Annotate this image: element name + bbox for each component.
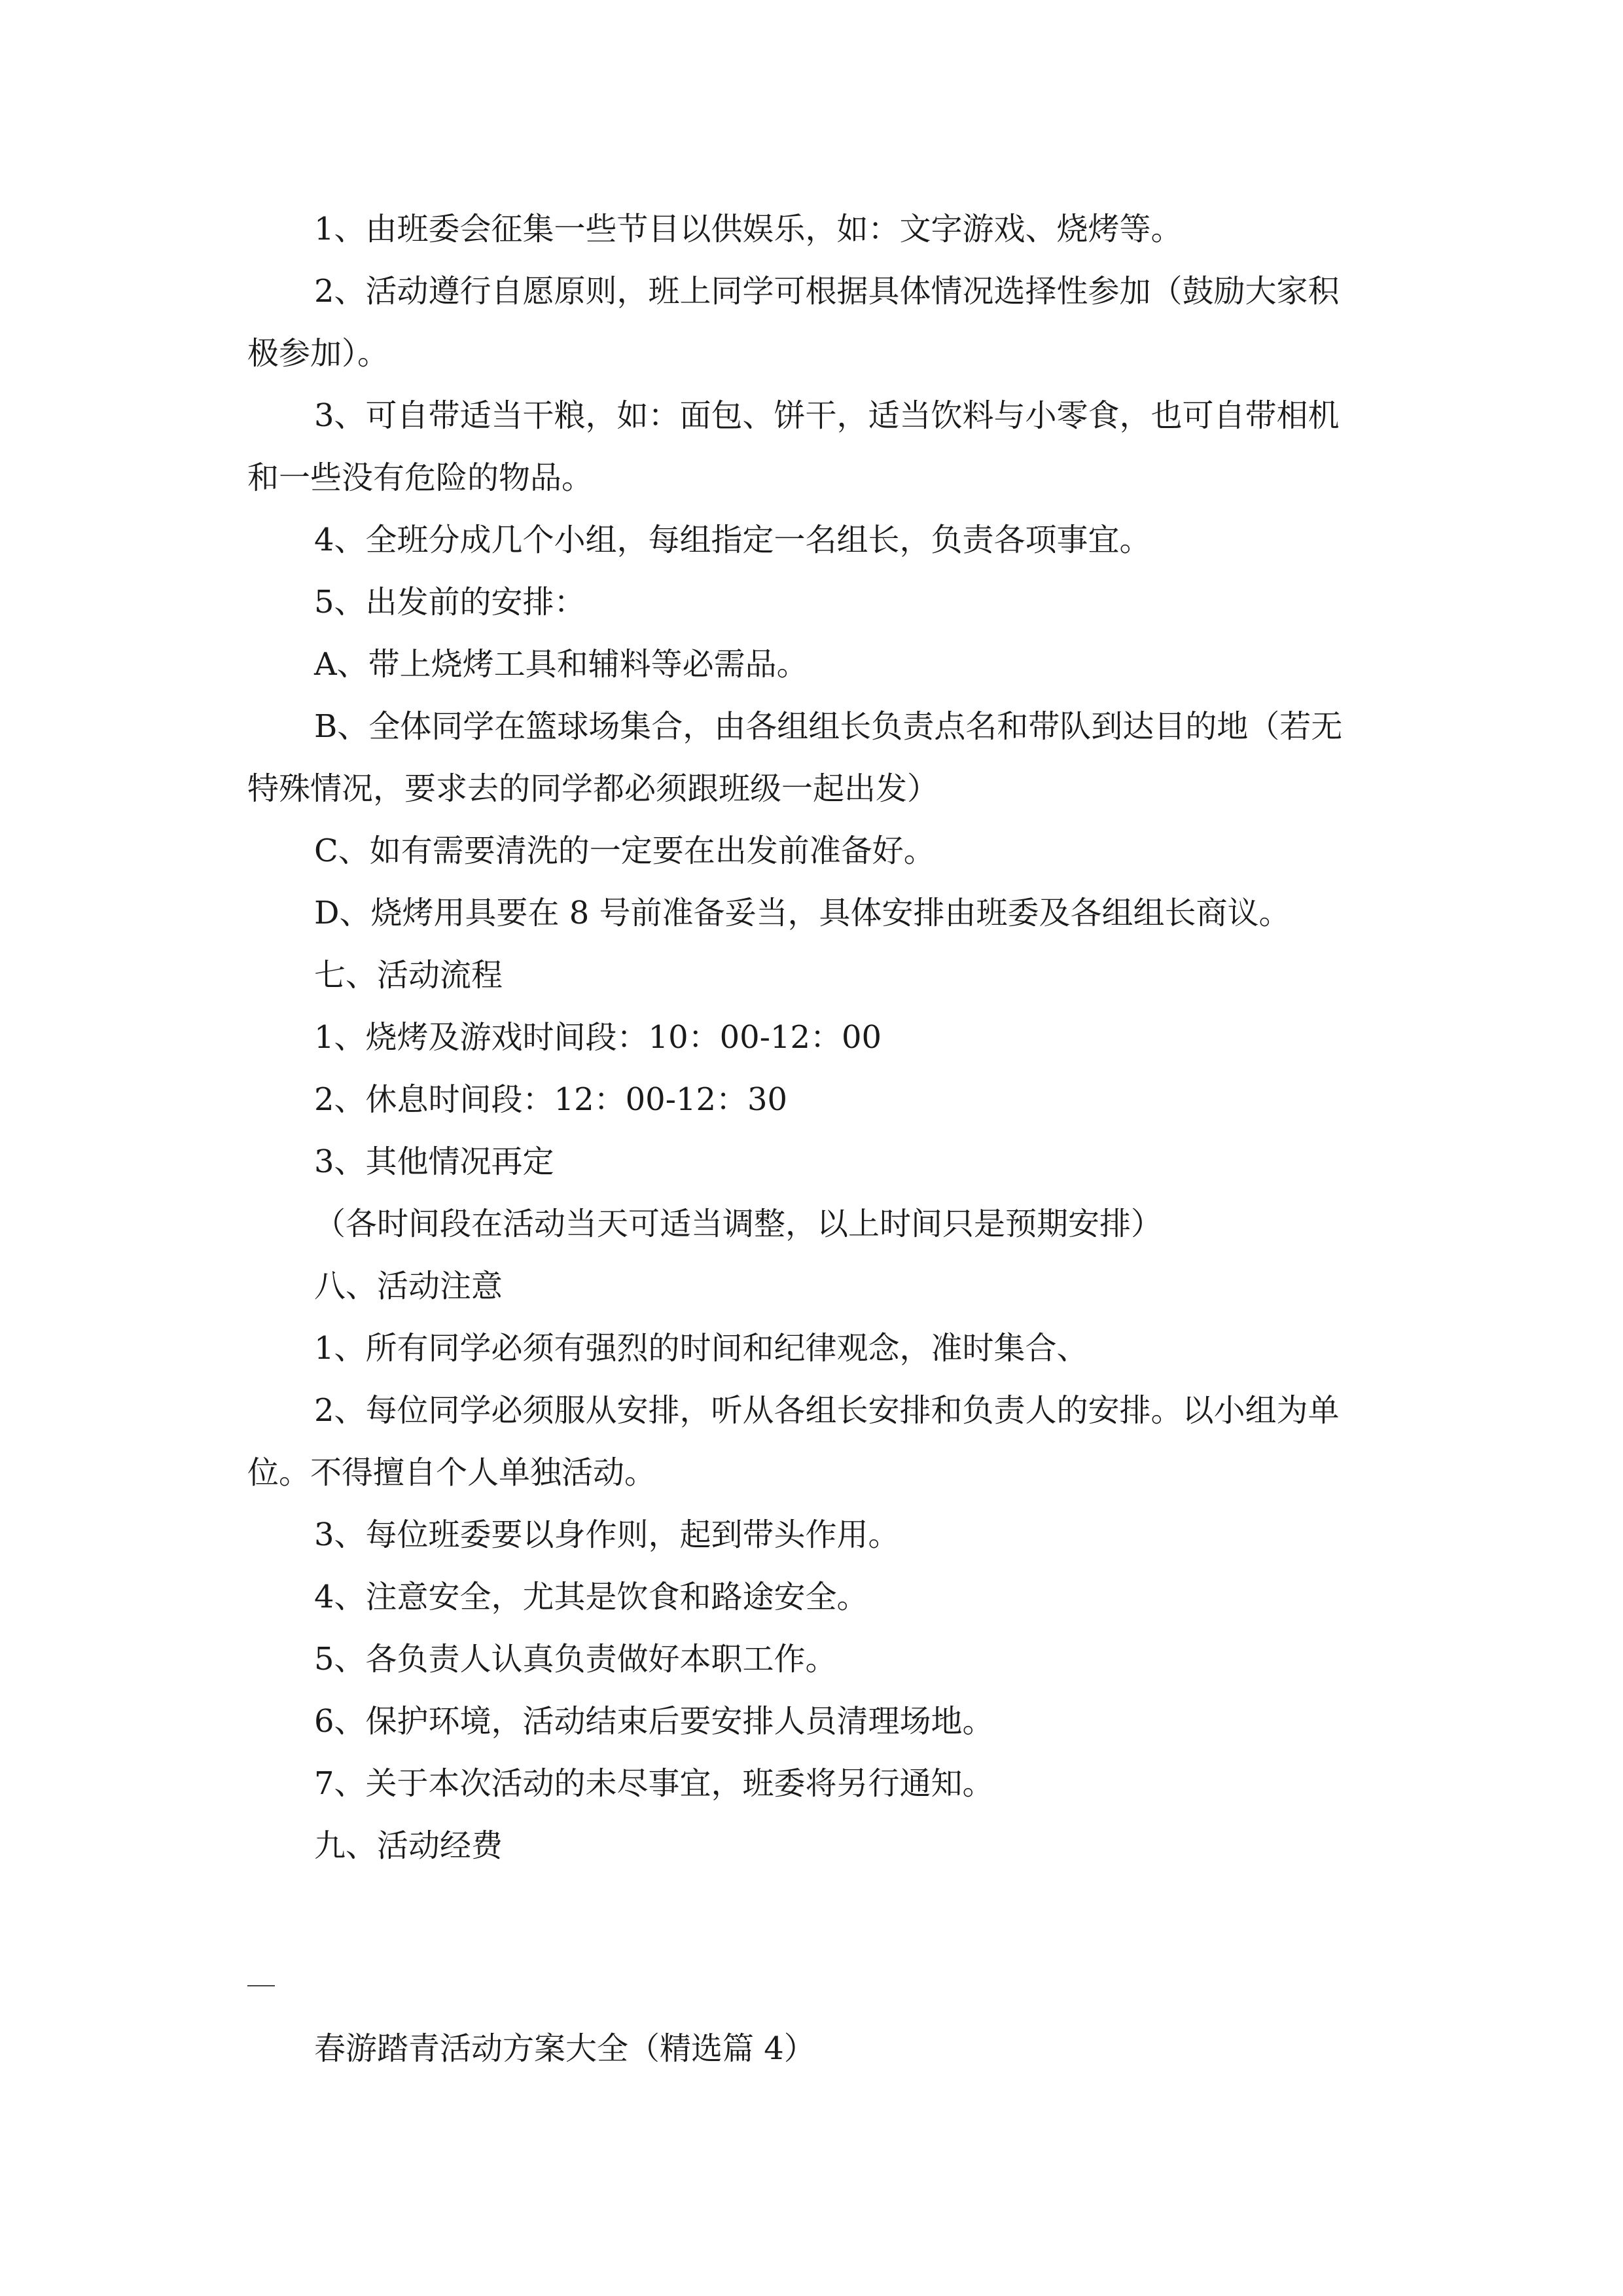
paragraph-line: 2、休息时间段：12：00-12：30: [314, 1081, 788, 1118]
paragraph-line: A、带上烧烤工具和辅料等必需品。: [314, 646, 808, 683]
paragraph-line: 5、各负责人认真负责做好本职工作。: [314, 1641, 837, 1677]
paragraph-line: 3、可自带适当干粮，如：面包、饼干，适当饮料与小零食，也可自带相机: [314, 397, 1340, 434]
separator-line: [247, 1985, 275, 1986]
paragraph-line: 3、每位班委要以身作则，起到带头作用。: [314, 1516, 900, 1553]
paragraph-line: 5、出发前的安排：: [314, 584, 586, 620]
paragraph-line: 位。不得擅自个人单独活动。: [247, 1454, 656, 1491]
paragraph-line: 和一些没有危险的物品。: [247, 459, 594, 496]
paragraph-line: D、烧烤用具要在 8 号前准备妥当，具体安排由班委及各组组长商议。: [314, 895, 1291, 931]
paragraph-line: 6、保护环境，活动结束后要安排人员清理场地。: [314, 1703, 994, 1740]
paragraph-line: 1、烧烤及游戏时间段：10：00-12：00: [314, 1019, 882, 1056]
section-heading: 八、活动注意: [314, 1268, 503, 1304]
paragraph-line: 极参加）。: [247, 335, 389, 372]
paragraph-line: 2、活动遵行自愿原则，班上同学可根据具体情况选择性参加（鼓励大家积: [314, 273, 1340, 310]
paragraph-line: 3、其他情况再定: [314, 1143, 554, 1180]
paragraph-line: 7、关于本次活动的未尽事宜，班委将另行通知。: [314, 1765, 994, 1802]
paragraph-line: 1、由班委会征集一些节目以供娱乐，如：文字游戏、烧烤等。: [314, 211, 1183, 247]
paragraph-line: B、全体同学在篮球场集合，由各组组长负责点名和带队到达目的地（若无: [314, 708, 1343, 745]
paragraph-line: 4、全班分成几个小组，每组指定一名组长，负责各项事宜。: [314, 522, 1151, 558]
article-title: 春游踏青活动方案大全（精选篇 4）: [314, 2030, 815, 2067]
section-heading: 九、活动经费: [314, 1827, 503, 1864]
paragraph-line: 2、每位同学必须服从安排，听从各组长安排和负责人的安排。以小组为单: [314, 1392, 1340, 1429]
section-heading: 七、活动流程: [314, 957, 503, 994]
paragraph-line: 特殊情况，要求去的同学都必须跟班级一起出发）: [247, 770, 939, 807]
paragraph-line: （各时间段在活动当天可适当调整，以上时间只是预期安排）: [314, 1206, 1163, 1242]
paragraph-line: C、如有需要清洗的一定要在出发前准备好。: [314, 833, 935, 869]
paragraph-line: 4、注意安全，尤其是饮食和路途安全。: [314, 1579, 868, 1615]
paragraph-line: 1、所有同学必须有强烈的时间和纪律观念，准时集合、: [314, 1330, 1088, 1367]
